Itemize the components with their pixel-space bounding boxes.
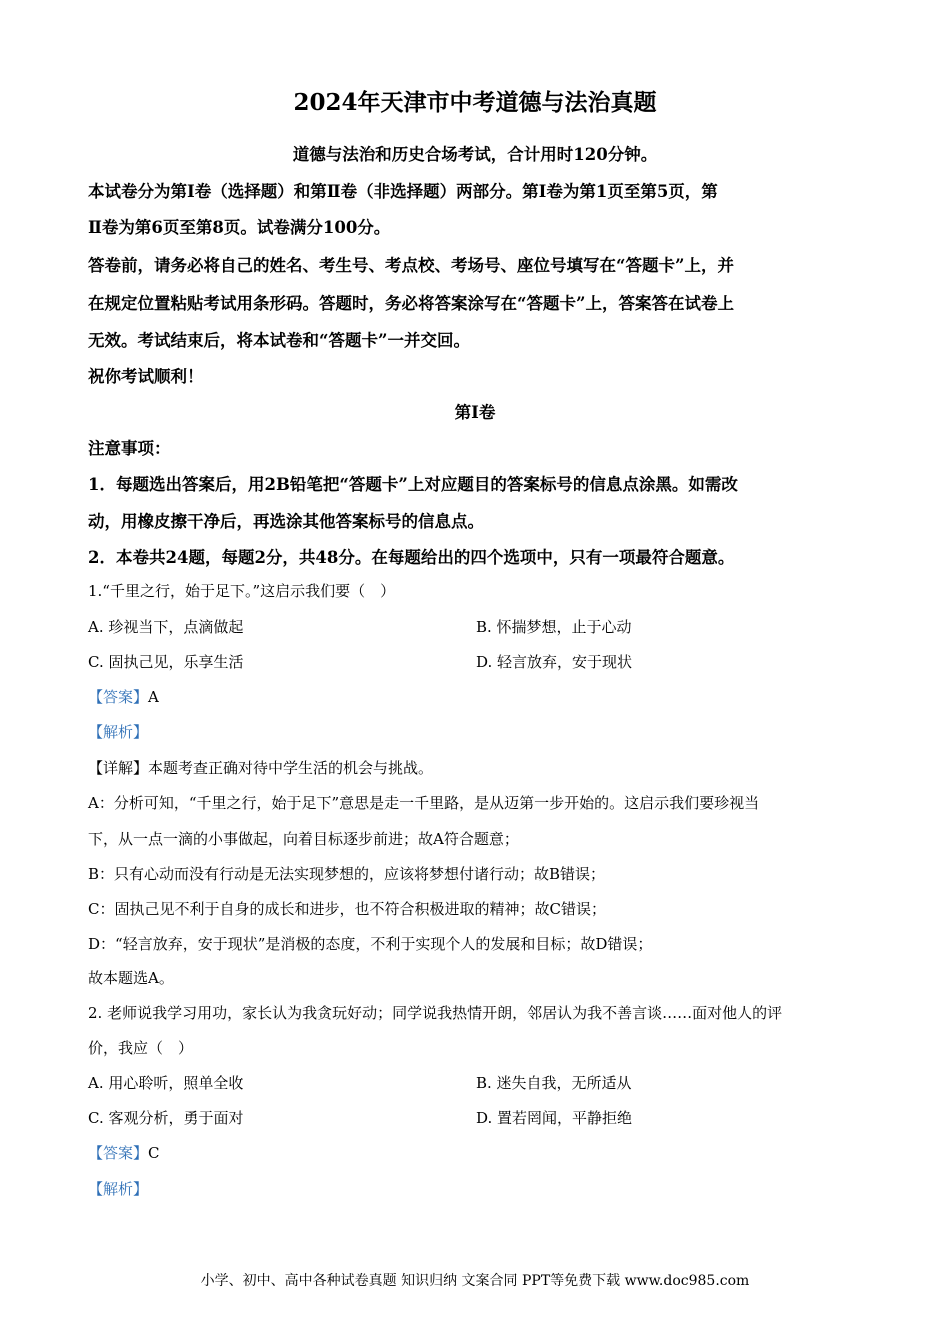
answer-value: C bbox=[148, 1144, 160, 1162]
detail-label: 【详解】 bbox=[88, 759, 149, 777]
question-stem: 价，我应（ ） bbox=[88, 1039, 194, 1057]
note-line: 2．本卷共24题，每题2分，共48分。在每题给出的四个选项中，只有一项最符合题意。 bbox=[88, 548, 735, 567]
explanation-line: B：只有心动而没有行动是无法实现梦想的，应该将梦想付诸行动；故B错误； bbox=[88, 865, 606, 883]
option-c: C. 客观分析，勇于面对 bbox=[88, 1109, 244, 1127]
detail-text: 本题考查正确对待中学生活的机会与挑战。 bbox=[148, 759, 434, 777]
option-d: D. 置若罔闻，平静拒绝 bbox=[476, 1109, 633, 1127]
explanation-line: C：固执己见不利于自身的成长和进步，也不符合积极进取的精神；故C错误； bbox=[88, 900, 606, 918]
explanation-line: A：分析可知，“千里之行，始于足下”意思是走一千里路，是从迈第一步开始的。这启示我们要珍视当 bbox=[88, 794, 760, 812]
explanation-line: D：“轻言放弃，安于现状”是消极的态度，不利于实现个人的发展和目标；故D错误； bbox=[88, 935, 653, 953]
option-d: D. 轻言放弃，安于现状 bbox=[476, 653, 633, 671]
question-stem: 2. 老师说我学习用功，家长认为我贪玩好动；同学说我热情开朗，邻居认为我不善言谈……面对他人的评 bbox=[88, 1004, 783, 1022]
section-title: 第Ⅰ卷 bbox=[454, 403, 496, 422]
page-footer: 小学、初中、高中各种试卷真题 知识归纳 文案合同 PPT等免费下载 www.doc985.com bbox=[200, 1273, 750, 1289]
explanation-line: 故本题选A。 bbox=[88, 969, 174, 987]
option-a: A. 珍视当下，点滴做起 bbox=[88, 618, 244, 636]
intro-line: 答卷前，请务必将自己的姓名、考生号、考点校、考场号、座位号填写在“答题卡”上，并 bbox=[88, 256, 734, 275]
answer-value: A bbox=[148, 688, 159, 706]
page-title: 2024年天津市中考道德与法治真题 bbox=[293, 89, 657, 116]
option-c: C. 固执己见，乐享生活 bbox=[88, 653, 244, 671]
intro-line: 在规定位置粘贴考试用条形码。答题时，务必将答案涂写在“答题卡”上，答案答在试卷上 bbox=[88, 294, 734, 313]
page-subtitle: 道德与法治和历史合场考试，合计用时120分钟。 bbox=[292, 145, 658, 164]
answer-line bbox=[88, 1142, 160, 1163]
note-line: 1．每题选出答案后，用2B铅笔把“答题卡”上对应题目的答案标号的信息点涂黑。如需改 bbox=[88, 475, 738, 494]
answer-label: 【答案】 bbox=[88, 688, 149, 706]
analysis-label: 【解析】 bbox=[88, 1180, 149, 1198]
intro-line: 无效。考试结束后，将本试卷和“答题卡”一并交回。 bbox=[88, 331, 470, 350]
note-line: 动，用橡皮擦干净后，再选涂其他答案标号的信息点。 bbox=[88, 512, 484, 531]
notes-title: 注意事项： bbox=[88, 439, 171, 458]
detail-line bbox=[88, 757, 433, 778]
intro-line: 本试卷分为第Ⅰ卷（选择题）和第Ⅱ卷（非选择题）两部分。第Ⅰ卷为第1页至第5页，第 bbox=[88, 182, 718, 201]
answer-label: 【答案】 bbox=[88, 1144, 149, 1162]
option-b: B. 怀揣梦想，止于心动 bbox=[476, 618, 632, 636]
question-stem: 1.“千里之行，始于足下。”这启示我们要（ ） bbox=[88, 582, 396, 600]
intro-line: 祝你考试顺利！ bbox=[88, 367, 204, 386]
analysis-label: 【解析】 bbox=[88, 723, 149, 741]
option-a: A. 用心聆听，照单全收 bbox=[88, 1074, 244, 1092]
intro-line: Ⅱ卷为第6页至第8页。试卷满分100分。 bbox=[88, 218, 391, 237]
explanation-line: 下，从一点一滴的小事做起，向着目标逐步前进；故A符合题意； bbox=[88, 830, 519, 848]
answer-line bbox=[88, 686, 159, 707]
option-b: B. 迷失自我，无所适从 bbox=[476, 1074, 632, 1092]
